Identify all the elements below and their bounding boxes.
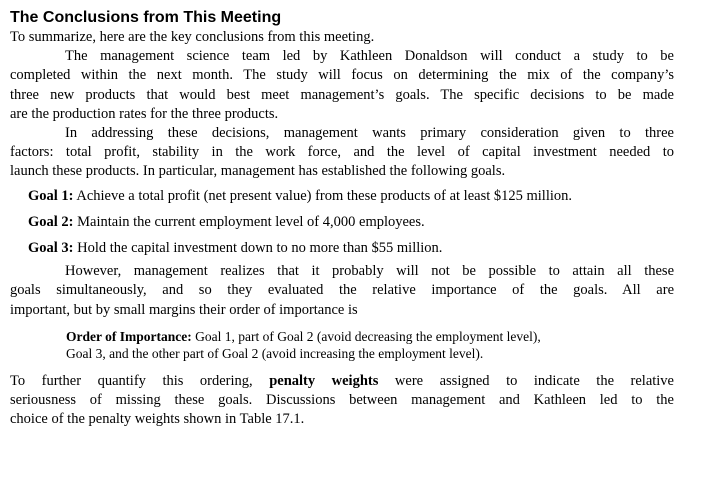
goal-text: Maintain the current employment level of 4,000 employees. [77,213,425,230]
document-page [10,8,674,429]
paragraph-line: In addressing these decisions, management wants primary consideration given to three [65,125,674,142]
goal-item [28,213,674,232]
paragraph-penalty [10,372,674,430]
paragraph-text: were assigned to indicate the relative [394,372,674,389]
paragraph-line: are the production rates for the three products. [10,105,279,122]
goal-label: Goal 3: [28,240,74,257]
goal-label: Goal 1: [28,187,74,204]
paragraph-line: launch these products. In particular, management has established the following goals. [10,163,506,180]
paragraph-line: factors: total profit, stability in the work force, and the level of capital investment needed to [10,144,674,161]
paragraph-text: To further quantify this ordering, [10,372,253,389]
paragraph-line: However, management realizes that it probably will not be possible to attain all these [65,263,674,280]
paragraph-line: important, but by small margins their order of importance is [10,301,358,318]
order-text: Goal 1, part of Goal 2 (avoid decreasing the employment level), [195,328,541,344]
goal-label: Goal 2: [28,213,74,230]
order-of-importance [66,328,674,362]
paragraph-importance [10,262,674,320]
order-label: Order of Importance: [66,328,192,344]
goal-text: Hold the capital investment down to no more than $55 million. [77,240,443,257]
goal-item [28,187,674,206]
goals-list [10,187,674,259]
paragraph-line: The management science team led by Kathleen Donaldson will conduct a study to be [65,48,674,65]
order-line: Goal 3, and the other part of Goal 2 (avoid increasing the employment level). [66,345,484,361]
paragraph-line [10,372,674,391]
order-line [66,328,674,345]
paragraph-line: three new products that would best meet management’s goals. The specific decisions to be made [10,86,674,103]
paragraph-line: seriousness of missing these goals. Discussions between management and Kathleen led to the [10,392,674,409]
paragraph-line: completed within the next month. The study will focus on determining the mix of the company’s [10,67,674,84]
paragraph-factors [10,124,674,182]
goal-item [28,239,674,258]
intro-sentence: To summarize, here are the key conclusions from this meeting. [10,29,375,45]
paragraph-study [10,47,674,124]
paragraph-line: goals simultaneously, and so they evaluated the relative importance of the goals. All are [10,282,674,299]
paragraph-line: choice of the penalty weights shown in Table 17.1. [10,411,305,428]
penalty-weights-term: penalty weights [269,372,379,389]
goal-text: Achieve a total profit (net present value) from these products of at least $125 million. [76,187,573,204]
section-heading: The Conclusions from This Meeting [10,9,282,26]
